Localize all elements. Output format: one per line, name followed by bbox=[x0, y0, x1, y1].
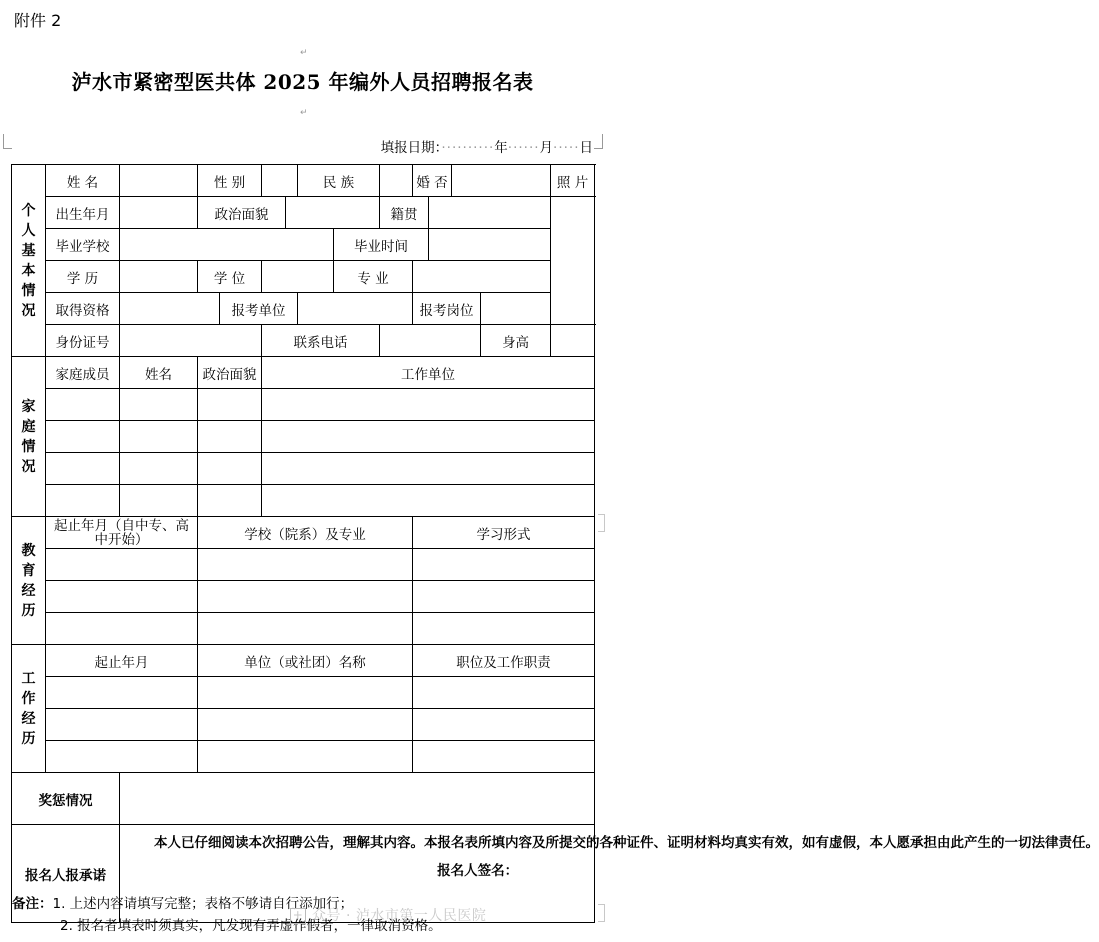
input-name[interactable] bbox=[120, 165, 198, 197]
input-education[interactable] bbox=[120, 261, 198, 293]
section-education: 教育经历 bbox=[12, 517, 46, 645]
label-education: 学 历 bbox=[46, 261, 120, 293]
family-cell[interactable] bbox=[120, 485, 198, 517]
input-unit-applied[interactable] bbox=[298, 293, 413, 325]
header-family-work-unit: 工作单位 bbox=[262, 357, 595, 389]
family-cell[interactable] bbox=[46, 421, 120, 453]
form-title: 泸水市紧密型医共体 2025 年编外人员招聘报名表 bbox=[71, 70, 534, 94]
header-family-political: 政治面貌 bbox=[198, 357, 262, 389]
input-school[interactable] bbox=[120, 229, 334, 261]
label-gender: 性 别 bbox=[198, 165, 262, 197]
family-cell[interactable] bbox=[198, 421, 262, 453]
education-cell[interactable] bbox=[46, 549, 198, 581]
label-ethnicity: 民 族 bbox=[298, 165, 380, 197]
family-cell[interactable] bbox=[46, 485, 120, 517]
watermark bbox=[290, 905, 486, 925]
label-major: 专 业 bbox=[334, 261, 413, 293]
education-cell[interactable] bbox=[198, 613, 413, 645]
header-education-school: 学校（院系）及专业 bbox=[198, 517, 413, 549]
paragraph-mark: ↵ bbox=[300, 108, 308, 118]
work-cell[interactable] bbox=[198, 741, 413, 773]
input-id-number[interactable] bbox=[120, 325, 262, 357]
input-major[interactable] bbox=[413, 261, 551, 293]
header-work-duty: 职位及工作职责 bbox=[413, 645, 595, 677]
label-awards: 奖惩情况 bbox=[12, 773, 120, 825]
header-work-unit: 单位（或社团）名称 bbox=[198, 645, 413, 677]
input-qualification[interactable] bbox=[120, 293, 220, 325]
notes-label: 备注： bbox=[12, 896, 53, 912]
notes-line-2: 2. 报名者填表时须真实，凡发现有弄虚作假者，一律取消资格。 bbox=[60, 918, 442, 934]
label-pledge: 报名人报承诺 bbox=[12, 825, 120, 923]
paragraph-mark: ↵ bbox=[300, 48, 308, 58]
work-cell[interactable] bbox=[46, 677, 198, 709]
pledge-signature: 报名人签名： bbox=[437, 863, 519, 879]
family-cell[interactable] bbox=[198, 389, 262, 421]
header-work-period: 起止年月 bbox=[46, 645, 198, 677]
work-cell[interactable] bbox=[413, 677, 595, 709]
header-family-member: 家庭成员 bbox=[46, 357, 120, 389]
work-cell[interactable] bbox=[413, 741, 595, 773]
label-height: 身高 bbox=[481, 325, 551, 357]
input-ethnicity[interactable] bbox=[380, 165, 413, 197]
date-month: 月 bbox=[539, 140, 554, 156]
work-cell[interactable] bbox=[46, 741, 198, 773]
label-name: 姓 名 bbox=[46, 165, 120, 197]
education-cell[interactable] bbox=[46, 613, 198, 645]
family-cell[interactable] bbox=[198, 453, 262, 485]
header-education-period: 起止年月（自中专、高中开始） bbox=[46, 517, 198, 549]
watermark-text: 众号 · 泸水市第一人民医院 bbox=[312, 908, 487, 924]
label-post-applied: 报考岗位 bbox=[413, 293, 481, 325]
label-hometown: 籍贯 bbox=[380, 197, 429, 229]
section-family: 家庭情况 bbox=[12, 357, 46, 517]
watermark-plus-icon: + bbox=[290, 908, 306, 924]
family-cell[interactable] bbox=[262, 453, 595, 485]
header-family-name: 姓名 bbox=[120, 357, 198, 389]
input-marital[interactable] bbox=[452, 165, 551, 197]
family-cell[interactable] bbox=[120, 453, 198, 485]
family-cell[interactable] bbox=[120, 389, 198, 421]
education-cell[interactable] bbox=[198, 549, 413, 581]
scroll-tab bbox=[598, 514, 605, 532]
education-cell[interactable] bbox=[46, 581, 198, 613]
label-id-number: 身份证号 bbox=[46, 325, 120, 357]
family-cell[interactable] bbox=[262, 389, 595, 421]
work-cell[interactable] bbox=[413, 709, 595, 741]
date-day: 日 bbox=[579, 140, 593, 156]
label-political: 政治面貌 bbox=[198, 197, 286, 229]
label-school: 毕业学校 bbox=[46, 229, 120, 261]
education-cell[interactable] bbox=[413, 549, 595, 581]
input-degree[interactable] bbox=[262, 261, 334, 293]
label-phone: 联系电话 bbox=[262, 325, 380, 357]
family-cell[interactable] bbox=[262, 485, 595, 517]
family-cell[interactable] bbox=[198, 485, 262, 517]
family-cell[interactable] bbox=[46, 389, 120, 421]
fill-date: 填报日期：··········年······月·····日 bbox=[380, 140, 593, 156]
input-height[interactable] bbox=[551, 325, 595, 357]
annex-label: 附件 2 bbox=[14, 11, 62, 30]
input-phone[interactable] bbox=[380, 325, 481, 357]
input-grad-time[interactable] bbox=[429, 229, 551, 261]
family-cell[interactable] bbox=[46, 453, 120, 485]
education-cell[interactable] bbox=[413, 613, 595, 645]
section-personal-info: 个人基本情况 bbox=[12, 165, 46, 357]
label-degree: 学 位 bbox=[198, 261, 262, 293]
label-marital: 婚 否 bbox=[413, 165, 452, 197]
input-gender[interactable] bbox=[262, 165, 298, 197]
header-education-mode: 学习形式 bbox=[413, 517, 595, 549]
input-post-applied[interactable] bbox=[481, 293, 551, 325]
registration-form-table bbox=[11, 164, 1099, 923]
family-cell[interactable] bbox=[120, 421, 198, 453]
family-cell[interactable] bbox=[262, 421, 595, 453]
input-hometown[interactable] bbox=[429, 197, 551, 229]
section-work: 工作经历 bbox=[12, 645, 46, 773]
input-awards[interactable] bbox=[120, 773, 595, 825]
pledge-text: 本人已仔细阅读本次招聘公告，理解其内容。本报名表所填内容及所提交的各种证件、证明材料均真实有效，如有虚假，本人愿承担由此产生的一切法律责任。 bbox=[154, 835, 1099, 851]
label-photo: 照 片 bbox=[551, 165, 595, 197]
work-cell[interactable] bbox=[46, 709, 198, 741]
scroll-tab bbox=[598, 904, 605, 922]
date-label: 填报日期： bbox=[380, 140, 442, 156]
crop-mark-left bbox=[3, 134, 12, 149]
work-cell[interactable] bbox=[198, 709, 413, 741]
input-birth[interactable] bbox=[120, 197, 198, 229]
notes-line-1: 1. 上述内容请填写完整；表格不够请自行添加行； bbox=[52, 896, 354, 912]
label-birth: 出生年月 bbox=[46, 197, 120, 229]
work-cell[interactable] bbox=[198, 677, 413, 709]
crop-mark-right bbox=[594, 134, 603, 149]
education-cell[interactable] bbox=[198, 581, 413, 613]
label-qualification: 取得资格 bbox=[46, 293, 120, 325]
photo-box[interactable] bbox=[551, 197, 595, 325]
label-grad-time: 毕业时间 bbox=[334, 229, 429, 261]
education-cell[interactable] bbox=[413, 581, 595, 613]
label-unit-applied: 报考单位 bbox=[220, 293, 298, 325]
date-year: 年 bbox=[494, 140, 508, 156]
input-political[interactable] bbox=[286, 197, 380, 229]
